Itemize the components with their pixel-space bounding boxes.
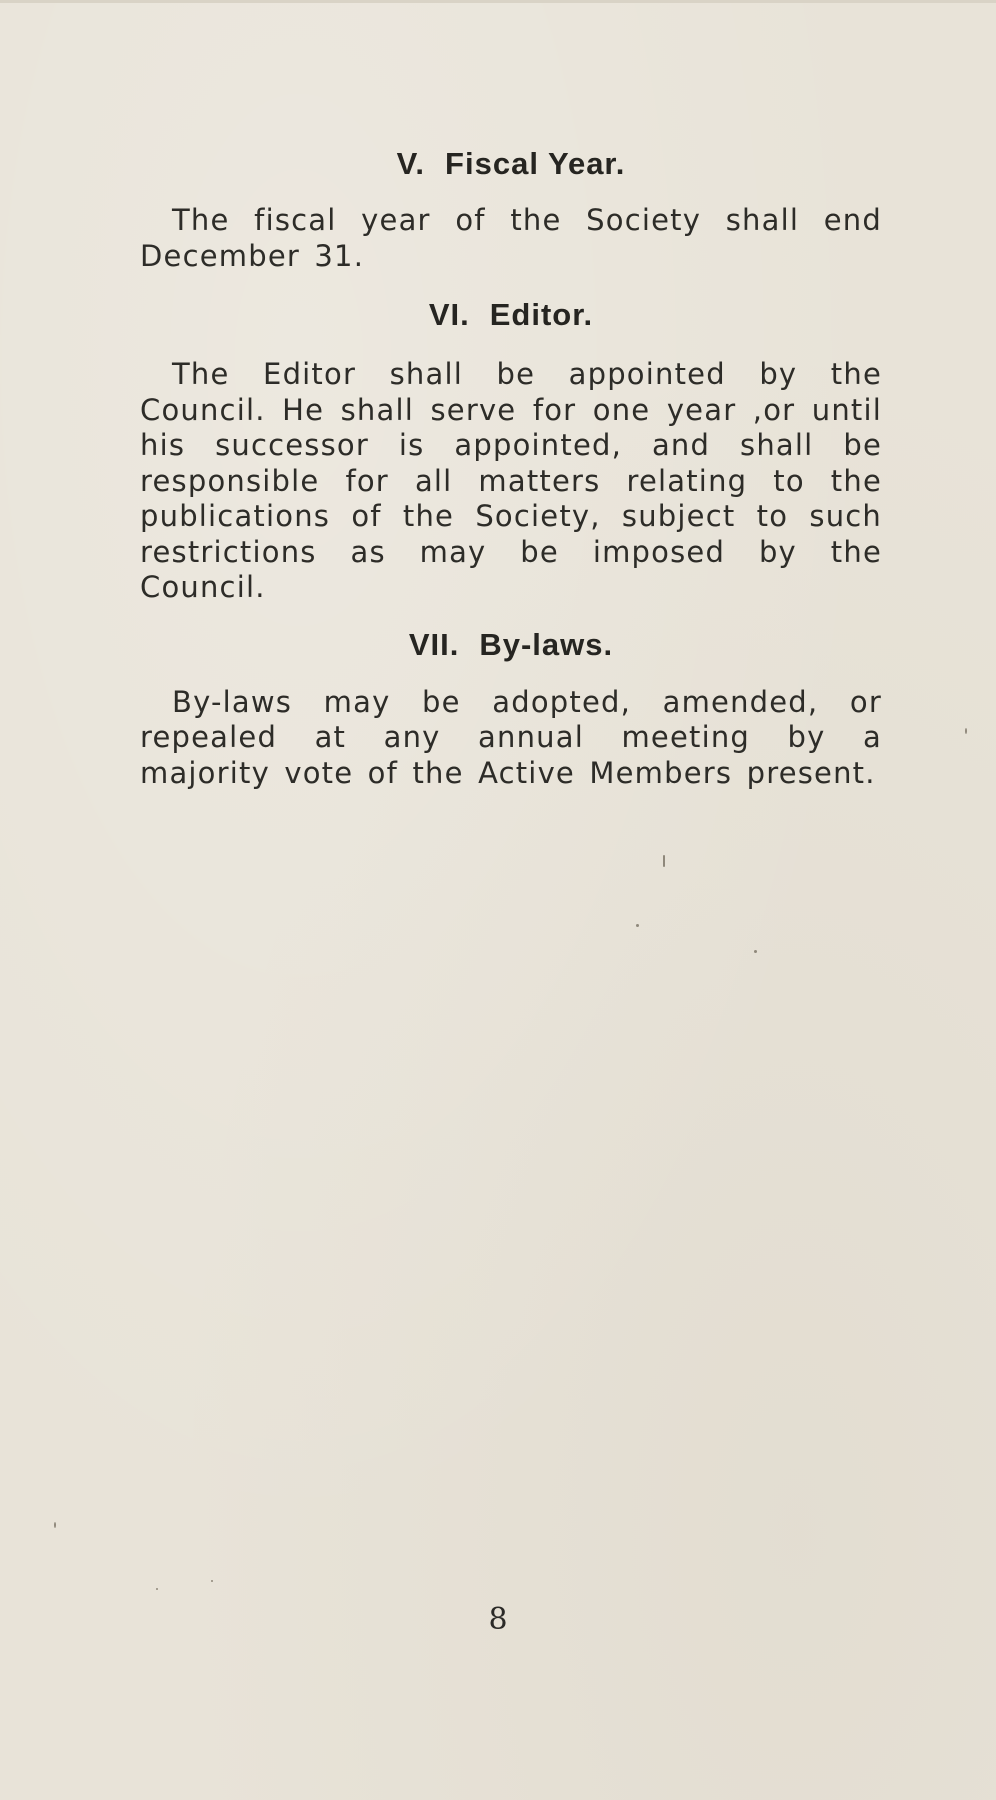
- section-numeral: VI.: [428, 297, 470, 332]
- paper-speck: [965, 728, 967, 734]
- section-numeral: VII.: [408, 626, 460, 662]
- paper-speck: [663, 855, 665, 867]
- section-title: Editor.: [489, 297, 594, 332]
- section-numeral: V.: [396, 146, 426, 181]
- page-content: [140, 144, 882, 791]
- section-title: By-laws.: [479, 626, 614, 662]
- section-heading-editor: [140, 295, 882, 335]
- section-text-by-laws: By-laws may be adopted, amended, or repealed at any annual meeting by a majority vote of the Active Members present.: [140, 684, 882, 790]
- section-title: Fiscal Year.: [445, 146, 626, 181]
- section-text-fiscal-year: The fiscal year of the Society shall end December 31.: [140, 203, 882, 273]
- paper-speck: [156, 1588, 158, 1590]
- section-heading-fiscal-year: [140, 144, 882, 184]
- paper-speck: [636, 924, 639, 927]
- paper-speck: [754, 950, 757, 953]
- section-text-editor: The Editor shall be appointed by the Council. He shall serve for one year ,or until his successor is appointed, and shall be responsible for all matters relating to the publications of the Society, subject to such restrictions as may be imposed by the Council.: [140, 357, 882, 604]
- page-edge: [0, 0, 996, 3]
- page-number: 8: [488, 1602, 508, 1637]
- section-heading-by-laws: [140, 625, 882, 665]
- paper-speck: [211, 1580, 213, 1582]
- paper-speck: [54, 1522, 56, 1528]
